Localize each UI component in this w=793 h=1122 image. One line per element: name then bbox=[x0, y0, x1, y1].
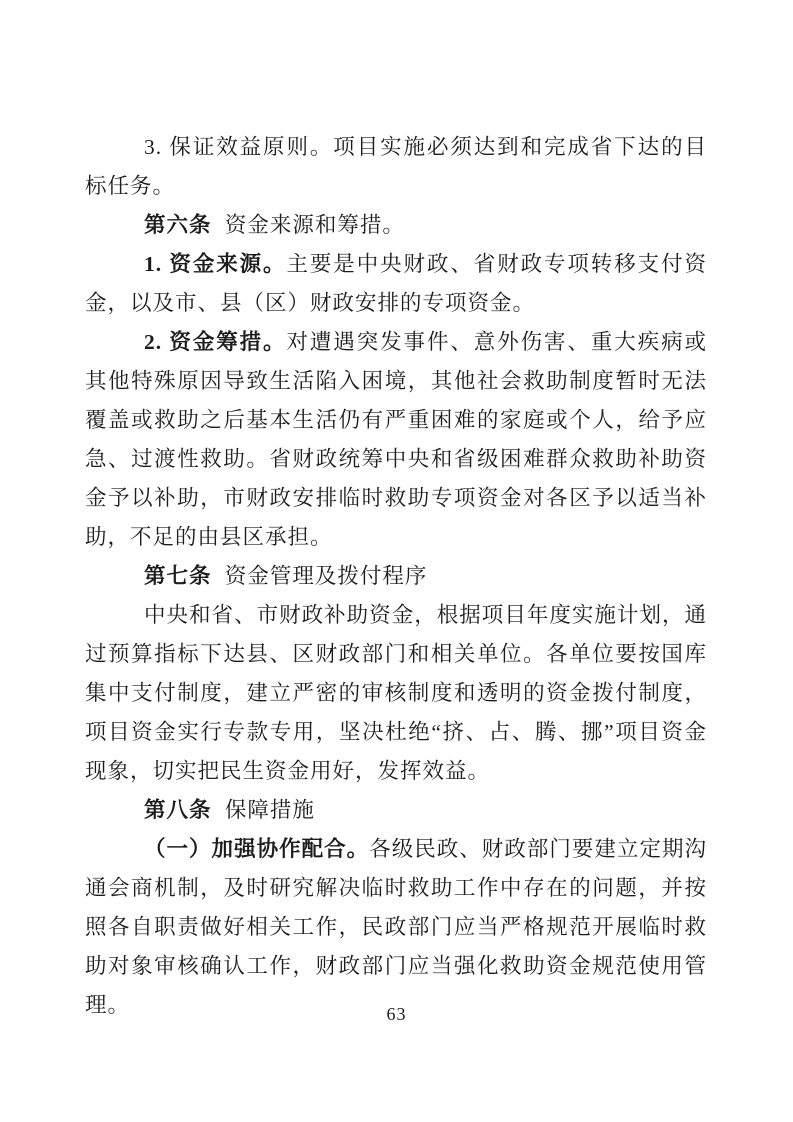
article-title: 资金管理及拨付程序 bbox=[224, 564, 428, 588]
paragraph-funding-source bbox=[85, 245, 707, 323]
paragraph-text: 中央和省、市财政补助资金，根据项目年度实施计划，通过预算指标下达县、区财政部门和相关单位。各单位要按国库集中支付制度，建立严密的审核制度和透明的资金拨付制度，项目资金实行专款专用，坚决杜绝“挤、占、腾、挪”项目资金现象，切实把民生资金用好，发挥效益。 bbox=[85, 603, 707, 783]
article-number: 第六条 bbox=[144, 213, 212, 237]
paragraph-safeguard-1 bbox=[85, 830, 707, 1025]
article-number: 第七条 bbox=[144, 564, 212, 588]
paragraph-text: 3. 保证效益原则。项目实施必须达到和完成省下达的目标任务。 bbox=[85, 135, 707, 198]
paragraph-fund-management bbox=[85, 596, 707, 791]
article-heading-8 bbox=[85, 791, 707, 830]
page-number: 63 bbox=[386, 1004, 407, 1024]
article-heading-7 bbox=[85, 557, 707, 596]
paragraph-lead: 1. 资金来源。 bbox=[144, 252, 287, 276]
article-title: 资金来源和筹措。 bbox=[224, 213, 405, 237]
paragraph-lead: （一）加强协作配合。 bbox=[144, 837, 370, 861]
paragraph-text: 各级民政、财政部门要建立定期沟通会商机制，及时研究解决临时救助工作中存在的问题，并按照各自职责做好相关工作，民政部门应当严格规范开展临时救助对象审核确认工作，财政部门应当强化救助资金规范使用管理。 bbox=[85, 837, 707, 1017]
article-number: 第八条 bbox=[144, 798, 212, 822]
paragraph-principle-3 bbox=[85, 128, 707, 206]
paragraph-text: 对遭遇突发事件、意外伤害、重大疾病或其他特殊原因导致生活陷入困境，其他社会救助制度暂时无法覆盖或救助之后基本生活仍有严重困难的家庭或个人，给予应急、过渡性救助。省财政统筹中央和省级困难群众救助补助资金予以补助，市财政安排临时救助专项资金对各区予以适当补助，不足的由县区承担。 bbox=[85, 330, 707, 549]
article-heading-6 bbox=[85, 206, 707, 245]
paragraph-text: 主要是中央财政、省财政专项转移支付资金，以及市、县（区）财政安排的专项资金。 bbox=[85, 252, 707, 315]
paragraph-funding-raise bbox=[85, 323, 707, 557]
article-title: 保障措施 bbox=[224, 798, 315, 822]
document-body bbox=[85, 128, 707, 1025]
paragraph-lead: 2. 资金筹措。 bbox=[144, 330, 287, 354]
